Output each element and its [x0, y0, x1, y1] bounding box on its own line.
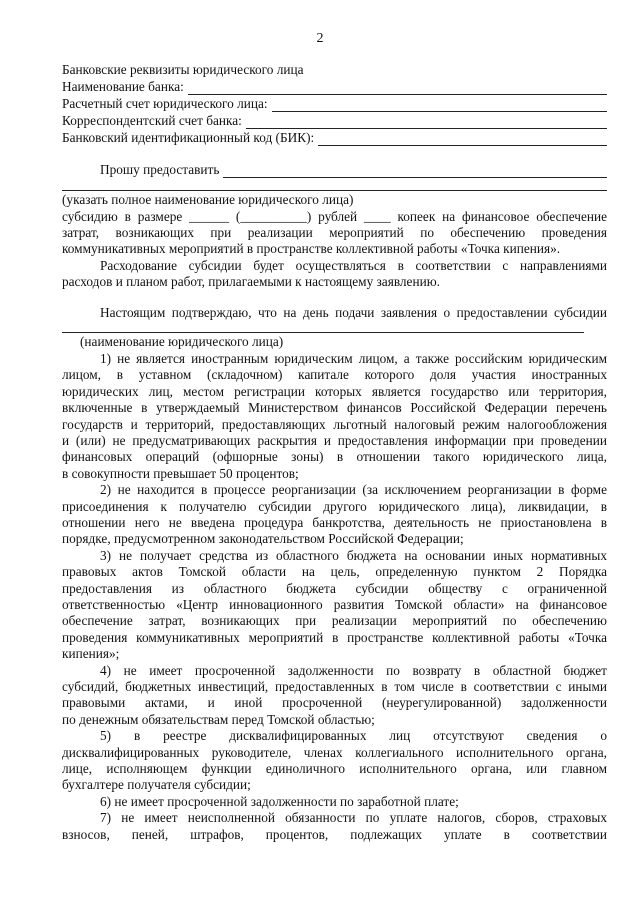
item-4-line-2: субсидий, бюджетных инвестиций, предоставленных в том числе в соответствии с иными — [62, 679, 607, 694]
item-4-line-4: по денежным обязательствам перед Томской областью; — [62, 711, 375, 727]
request-label: Прошу предоставить — [100, 162, 220, 177]
legal-entity-name-field[interactable] — [223, 165, 607, 178]
spending-line-2: расходов и планом работ, прилагаемыми к настоящему заявлению. — [62, 274, 440, 289]
item-1-line-6: и (или) не предусматривающих раскрытия и предоставления информации при проведении — [62, 433, 607, 448]
item-5-line-4: бухгалтере получателя субсидии; — [62, 777, 251, 793]
corr-account-row — [62, 113, 607, 129]
item-1-line-3: юридических лиц, местом регистрации которых является государство или территория, — [62, 383, 607, 399]
item-3-line-4: ответственностью «Центр инновационного развития Томской области» на финансовое — [62, 597, 607, 612]
item-3-line-6: проведения коммуникативных мероприятий в пространстве коллективной работы «Точка — [62, 629, 607, 645]
item-3-line-1: 3) не получает средства из областного бюджета на основании иных нормативных — [100, 547, 607, 563]
page-number: 2 — [316, 31, 324, 46]
legal-entity-hint: (указать полное наименование юридического лица) — [62, 192, 354, 207]
settlement-account-field[interactable] — [272, 99, 607, 112]
bank-name-field[interactable] — [188, 82, 607, 95]
corr-account-label: Корреспондентский счет банка: — [62, 113, 242, 128]
item-5-line-1: 5) в реестре дисквалифицированных лиц отсутствуют сведения о — [100, 728, 607, 744]
item-1-line-2: лицом, в уставном (складочном) капитале которого доля участия иностранных — [62, 367, 607, 383]
bank-name-label: Наименование банка: — [62, 79, 184, 94]
item-1-line-8: в совокупности превышает 50 процентов; — [62, 465, 299, 481]
item-4-line-1: 4) не имеет просроченной задолженности по возврату в областной бюджет — [100, 662, 607, 678]
confirm-intro: Настоящим подтверждаю, что на день подачи заявления о предоставлении субсидии — [100, 305, 607, 320]
bik-label: Банковский идентификационный код (БИК): — [62, 130, 315, 145]
corr-account-field[interactable] — [246, 116, 607, 129]
item-5-line-2: дисквалифицированных руководителе, членах коллегиального исполнительного органа, — [62, 744, 607, 760]
spending-line-1: Расходование субсидии будет осуществляться в соответствии с направлениями — [100, 258, 607, 273]
bank-name-row — [62, 79, 607, 95]
item-2-line-2: присоединения к получателю субсидии другого юридического лица), ликвидации, в — [62, 498, 607, 514]
item-3-line-3: предоставления из областного бюджета субсидии обществу с ограниченной — [62, 580, 607, 596]
settlement-account-label: Расчетный счет юридического лица: — [62, 96, 268, 111]
item-2-line-4: порядке, предусмотренном законодательством Российской Федерации; — [62, 531, 464, 547]
item-4-line-3: правовыми актами, и иной просроченной (неурегулированной) задолженности — [62, 695, 607, 711]
bik-field[interactable] — [318, 133, 607, 146]
legal-entity-name-line[interactable] — [62, 190, 607, 191]
item-3-line-5: обеспечение затрат, возникающих при реализации мероприятий по обеспечению — [62, 613, 607, 629]
request-line-1: субсидию в размере ______ (__________) рублей ____ копеек на финансовое обеспечение — [62, 209, 607, 224]
item-6-line-1: 6) не имеет просроченной задолженности по заработной плате; — [100, 793, 459, 809]
request-line-2: затрат, возникающих при реализации мероприятий по обеспечению проведения — [62, 225, 607, 240]
item-3-line-7: кипения»; — [62, 646, 120, 662]
item-3-line-2: правовых актов Томской области на цель, определенную пунктом 2 Порядка — [62, 564, 607, 580]
item-1-line-5: государств и территорий, предоставляющих льготный налоговый режим налогообложения — [62, 416, 607, 432]
item-1-line-1: 1) не является иностранным юридическим лицом, а также российским юридическим — [100, 351, 607, 366]
settlement-account-row — [62, 96, 607, 112]
item-7-line-2: взносов, пеней, штрафов, процентов, подлежащих уплате в соответствии — [62, 826, 607, 842]
requisites-title: Банковские реквизиты юридического лица — [62, 62, 304, 77]
item-1-line-7: финансовых операций (офшорные зоны) в отношении такого юридического лица, — [62, 449, 607, 465]
bik-row — [62, 130, 607, 146]
item-1-line-4: включенные в утверждаемый Министерством финансов Российской Федерации перечень — [62, 400, 607, 416]
confirm-entity-line[interactable] — [62, 332, 584, 333]
item-5-line-3: лице, исполняющем функции единоличного исполнительного органа, или главном — [62, 761, 607, 776]
request-line-3: коммуникативных мероприятий в пространстве коллективной работы «Точка кипения». — [62, 241, 561, 256]
item-7-line-1: 7) не имеет неисполненной обязанности по уплате налогов, сборов, страховых — [100, 810, 607, 826]
item-2-line-1: 2) не находится в процессе реорганизации (за исключением реорганизации в форме — [100, 482, 607, 498]
confirm-entity-hint: (наименование юридического лица) — [80, 334, 284, 349]
request-row — [100, 162, 607, 178]
item-2-line-3: отношении него не введена процедура банкротства, деятельность не приостановлена в — [62, 515, 607, 530]
